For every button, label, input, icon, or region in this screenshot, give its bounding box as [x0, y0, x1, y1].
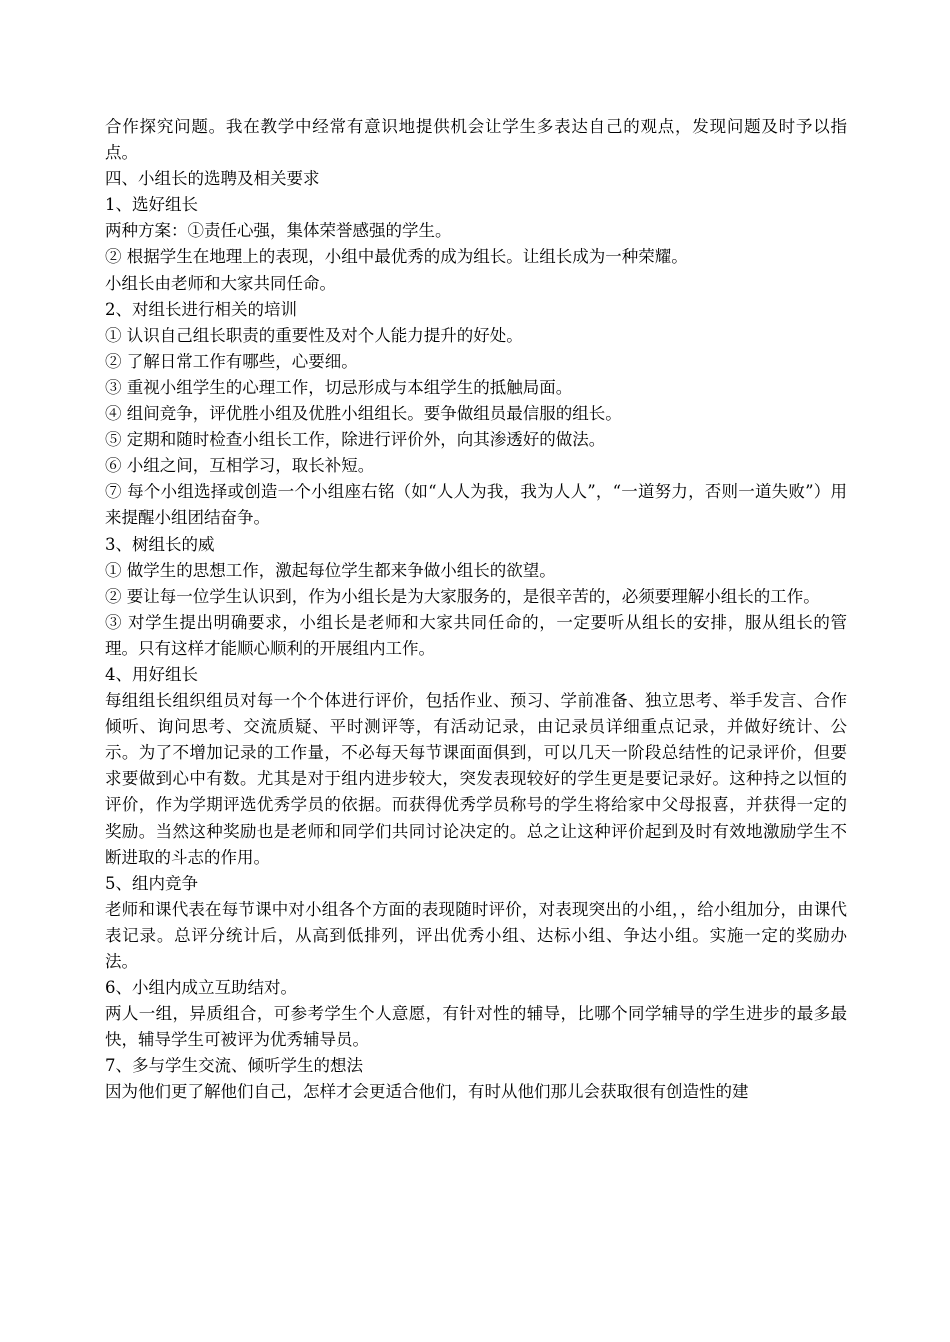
- subsection-heading: 3、树组长的威: [105, 534, 215, 554]
- paragraph: 老师和课代表在每节课中对小组各个方面的表现随时评价，对表现突出的小组，，给小组加分，由课代表记录。总评分统计后，从高到低排列，评出优秀小组、达标小组、争达小组。实施一定的奖励办法。: [105, 899, 847, 971]
- paragraph: 每组组长组织组员对每一个个体进行评价，包括作业、预习、学前准备、独立思考、举手发言、合作倾听、询问思考、交流质疑、平时测评等，有活动记录，由记录员详细重点记录，并做好统计、公示。为了不增加记录的工作量，不必每天每节课面面俱到，可以几天一阶段总结性的记录评价，但要求要做到心中有数。尤其是对于组内进步较大，突发表现较好的学生更是要记录好。这种持之以恒的评价，作为学期评选优秀学员的依据。而获得优秀学员称号的学生将给家中父母报喜，并获得一定的奖励。当然这种奖励也是老师和同学们共同讨论决定的。总之让这种评价起到及时有效地激励学生不断进取的斗志的作用。: [105, 691, 847, 867]
- paragraph: 小组长由老师和大家共同任命。: [105, 273, 336, 293]
- list-item: ⑥ 小组之间，互相学习，取长补短。: [105, 456, 375, 476]
- subsection-heading: 1、选好组长: [105, 195, 198, 215]
- subsection-heading: 2、对组长进行相关的培训: [105, 299, 297, 319]
- paragraph: 两人一组，异质组合，可参考学生个人意愿，有针对性的辅导，比哪个同学辅导的学生进步的最多最快，辅导学生可被评为优秀辅导员。: [105, 1004, 847, 1050]
- subsection-heading: 4、用好组长: [105, 664, 198, 684]
- list-item: ② 根据学生在地理上的表现，小组中最优秀的成为组长。让组长成为一种荣耀。: [105, 247, 688, 267]
- section-heading: 四、小组长的选聘及相关要求: [105, 169, 320, 189]
- list-item: ③ 对学生提出明确要求，小组长是老师和大家共同任命的，一定要听从组长的安排，服从组长的管理。只有这样才能顺心顺利的开展组内工作。: [105, 612, 847, 658]
- list-item: ③ 重视小组学生的心理工作，切忌形成与本组学生的抵触局面。: [105, 377, 573, 397]
- list-item: ⑦ 每个小组选择或创造一个小组座右铭（如“人人为我，我为人人”，“一道努力，否则一道失败”）用来提醒小组团结奋争。: [105, 482, 847, 528]
- document-body: [105, 114, 847, 1106]
- subsection-heading: 7、多与学生交流、倾听学生的想法: [105, 1056, 363, 1076]
- list-item: ④ 组间竞争，评优胜小组及优胜小组组长。要争做组员最信服的组长。: [105, 404, 622, 424]
- paragraph: 两种方案：①责任心强，集体荣誉感强的学生。: [105, 221, 452, 241]
- list-item: ① 做学生的思想工作，激起每位学生都来争做小组长的欲望。: [105, 560, 556, 580]
- subsection-heading: 6、小组内成立互助结对。: [105, 978, 297, 998]
- list-item: ② 了解日常工作有哪些，心要细。: [105, 351, 358, 371]
- list-item: ① 认识自己组长职责的重要性及对个人能力提升的好处。: [105, 325, 523, 345]
- subsection-heading: 5、组内竞争: [105, 873, 198, 893]
- list-item: ⑤ 定期和随时检查小组长工作，除进行评价外，向其渗透好的做法。: [105, 430, 606, 450]
- paragraph: 因为他们更了解他们自己，怎样才会更适合他们，有时从他们那儿会获取很有创造性的建: [105, 1082, 749, 1102]
- paragraph: 合作探究问题。我在教学中经常有意识地提供机会让学生多表达自己的观点，发现问题及时予以指点。: [105, 117, 847, 163]
- list-item: ② 要让每一位学生认识到，作为小组长是为大家服务的，是很辛苦的，必须要理解小组长的工作。: [105, 586, 820, 606]
